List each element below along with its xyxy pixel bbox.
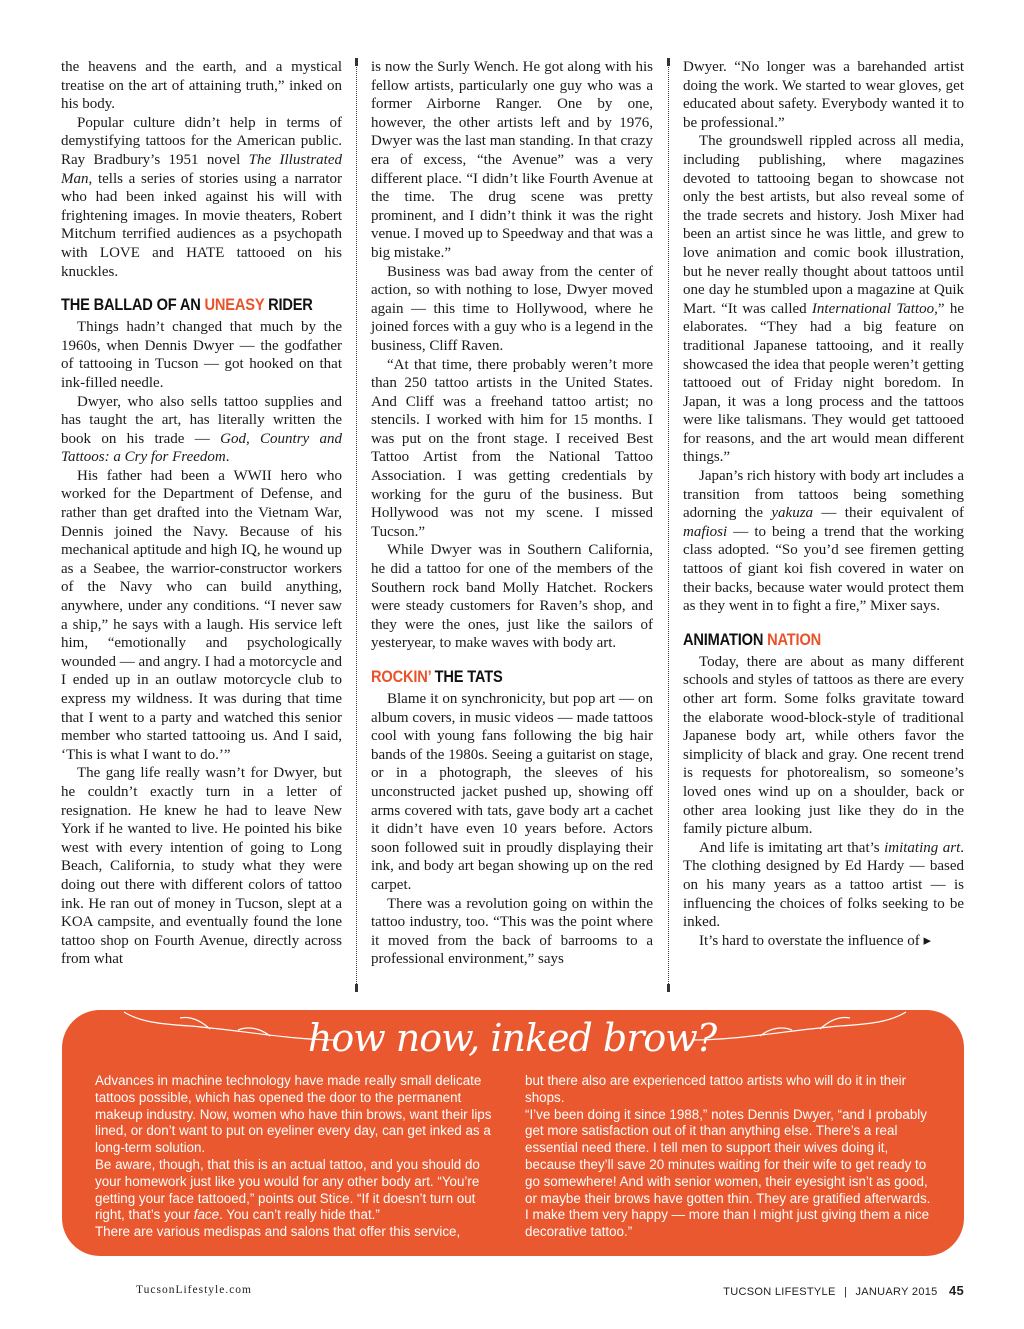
- paragraph: And life is imitating art that’s imitating art. The clothing designed by Ed Hardy — based on his many years as a tattoo artist — is influencing the choices of folks seeking to be inked.: [683, 839, 964, 931]
- column-divider: [668, 60, 669, 990]
- section-heading-rockin-tats: ROCKIN’ THE TATS: [371, 667, 503, 686]
- sidebar-paragraph: but there also are experienced tattoo artists who will do it in their shops.: [525, 1073, 907, 1105]
- footer-separator: |: [843, 1286, 848, 1298]
- paragraph: Things hadn’t changed that much by the 1960s, when Dennis Dwyer — the godfather of tattooing in Tucson — got hooked on that ink-filled needle.: [61, 319, 342, 391]
- paragraph: “At that time, there probably weren’t more than 250 tattoo artists in the United States. And Cliff was a freehand tattoo artist; no stencils. I worked with him for 15 months. I was put on the front stage. I received Best Tattoo Artist from the National Tattoo Association. I was getting credentials by working for the guru of the business. But Hollywood was not my scene. I missed Tucson.”: [371, 356, 653, 540]
- paragraph: the heavens and the earth, and a mystical treatise on the art of attaining truth,” inked on his body.: [61, 59, 342, 113]
- paragraph: His father had been a WWII hero who worked for the Department of Defense, and rather than get drafted into the Vietnam War, Dennis joined the Navy. Because of his mechanical aptitude and high IQ, he wound up as a Seabee, the warrior-constructor workers of the Navy who can build anything, anywhere, under any conditions. “I never saw a ship,” he says with a laugh. His service left him, “emotionally and psychologically wounded — and angry. I had a motorcycle and I ended up in an outlaw motorcycle club to express my wildness. It was during that time that I went to a party and watched this senior member who started tattooing us. And I said, ‘This is what I want to do.’”: [61, 467, 343, 763]
- sidebar-paragraph: There are various medispas and salons that offer this service,: [95, 1224, 461, 1240]
- article-column-3: [683, 58, 964, 950]
- paragraph: is now the Surly Wench. He got along with his fellow artists, particularly one guy who was a former Airborne Ranger. One by one, however, the other artists left and by 1976, Dwyer was the last man standing. In that crazy era of excess, “the Avenue” was a very different place. “I didn’t like Fourth Avenue at the time. The drug scene was pretty prominent, and I didn’t think it was the right venue. I moved up to Speedway and that was a big mistake.”: [371, 59, 653, 261]
- footer-issue: JANUARY 2015: [855, 1286, 938, 1298]
- paragraph: The gang life really wasn’t for Dwyer, but he couldn’t exactly turn in a letter of resignation. He knew he had to leave New York if he wanted to live. He pointed his bike west with every intention of going to Long Beach, California, to study what they were doing out there with different colors of tattoo ink. He ran out of money in Tucson, slept at a KOA campsite, and eventually found the lone tattoo shop on Fourth Avenue, directly across from what: [61, 765, 342, 968]
- section-heading-animation-nation: ANIMATION NATION: [683, 629, 822, 649]
- sidebar-column-left: [95, 1073, 500, 1241]
- page-number: 45: [948, 1283, 964, 1298]
- paragraph: Blame it on synchronicity, but pop art — on album covers, in music videos — made tattoos cool with young fans following the big hair bands of the 1980s. Seeing a guitarist on stage, or in a photograph, the sleeves of his unconstructed jacket pushed up, showing off arms covered with tats, gave body art a cachet it didn’t have even 10 years before. Actors soon followed suit in proudly displaying their ink, and body art began showing up on the red carpet.: [371, 691, 653, 893]
- paragraph: Today, there are about as many different schools and styles of tattoos as there are every other art form. Some folks gravitate toward the elaborate wood-block-style of traditional Japanese body art, while others favor the simplicity of black and gray. One recent trend is requests for photorealism, so someone’s loved ones wind up on a shoulder, back or other area looking just like they do in the family picture album.: [683, 653, 964, 838]
- paragraph: The groundswell rippled across all media, including publishing, where magazines devoted to tattooing began to showcase not only the best artists, but also reveal some of the trade secrets and history. Josh Mixer had been an artist since he was little, and grew to love animation and comic book illustration, but he never really thought about tattoos until one day he stumbled upon a magazine at Quik Mart. “It was called International Tattoo,” he elaborates. “They had a big feature on traditional Japanese tattooing, and it really showcased the idea that people weren’t getting tattooed out of Friday night boredom. In Japan, it was a long process and the tattoos were like talismans. They would get tattooed for reasons, and the art would mean different things.”: [683, 133, 964, 466]
- paragraph: Dwyer. “No longer was a barehanded artist doing the work. We started to wear gloves, get educated about safety. Everybody wanted it to be professional.”: [683, 59, 964, 131]
- paragraph: While Dwyer was in Southern California, he did a tattoo for one of the members of the Southern rock band Molly Hatchet. Rockers were steady customers for Raven’s shop, and they were the ones, just like the sailors of yesteryear, to make waves with body art.: [371, 542, 653, 652]
- paragraph: Japan’s rich history with body art includes a transition from tattoos being something adorning the yakuza — their equivalent of mafiosi — to being a trend that the working class adopted. “So you’d see firemen getting tattoos of giant koi fish covered in water on their backs, because water would protect them as they went in to fight a fire,” Mixer says.: [683, 468, 964, 615]
- footer-website: TucsonLifestyle.com: [136, 1284, 252, 1296]
- sidebar-title: how now, inked brow?: [307, 1016, 717, 1060]
- paragraph: Business was bad away from the center of action, so with nothing to lose, Dwyer moved again — this time to Hollywood, where he joined forces with a guy who is a legend in the business, Cliff Raven.: [371, 263, 653, 354]
- article-column-2: [371, 58, 653, 969]
- paragraph: There was a revolution going on within the tattoo industry, too. “This was the point where it moved from the back of barrooms to a professional environment,” says: [371, 895, 653, 968]
- sidebar-paragraph: Be aware, though, that this is an actual tattoo, and you should do your homework just like you would for any other body art. “You’re getting your face tattooed,” points out Stice. “If it doesn’t turn out right, that’s your face. You can’t really hide that.”: [95, 1156, 480, 1223]
- section-heading-uneasy-rider: THE BALLAD OF AN UNEASY RIDER: [61, 295, 313, 315]
- column-divider: [356, 60, 357, 990]
- footer-magazine: TUCSON LIFESTYLE: [723, 1286, 836, 1298]
- sidebar-paragraph: “I’ve been doing it since 1988,” notes Dennis Dwyer, “and I probably get more satisfaction out of it than anything else. There’s a real essential need there. I tell men to support their wives doing it, because they’ll save 20 minutes waiting for their wife to get ready to go somewhere! And with senior women, their eyesight isn’t as good, or maybe their brows have gotten thin. They are gratified afterwards. I make them very happy — more than I might just giving them a nice decorative tattoo.”: [525, 1106, 931, 1240]
- paragraph: Dwyer, who also sells tattoo supplies and has taught the art, has literally written the book on his trade — God, Country and Tattoos: a Cry for Freedom.: [61, 393, 343, 466]
- paragraph: It’s hard to overstate the influence of ▸: [699, 932, 932, 949]
- sidebar-column-right: [525, 1073, 935, 1241]
- paragraph: Popular culture didn’t help in terms of demystifying tattoos for the American public. Ray Bradbury’s 1951 novel The Illustrated Man, tells a series of stories using a narrator who had been inked against his will with frightening images. In movie theaters, Robert Mitchum terrified audiences as a psychopath with LOVE and HATE tattooed on his knuckles.: [61, 114, 342, 280]
- footer-folio: [723, 1283, 964, 1298]
- article-column-1: [61, 58, 342, 969]
- sidebar-paragraph: Advances in machine technology have made really small delicate tattoos possible, which has opened the door to the permanent makeup industry. Now, women who have thin brows, want their lips lined, or don’t want to put on eyeliner every day, can get inked as a long-term solution.: [95, 1073, 492, 1156]
